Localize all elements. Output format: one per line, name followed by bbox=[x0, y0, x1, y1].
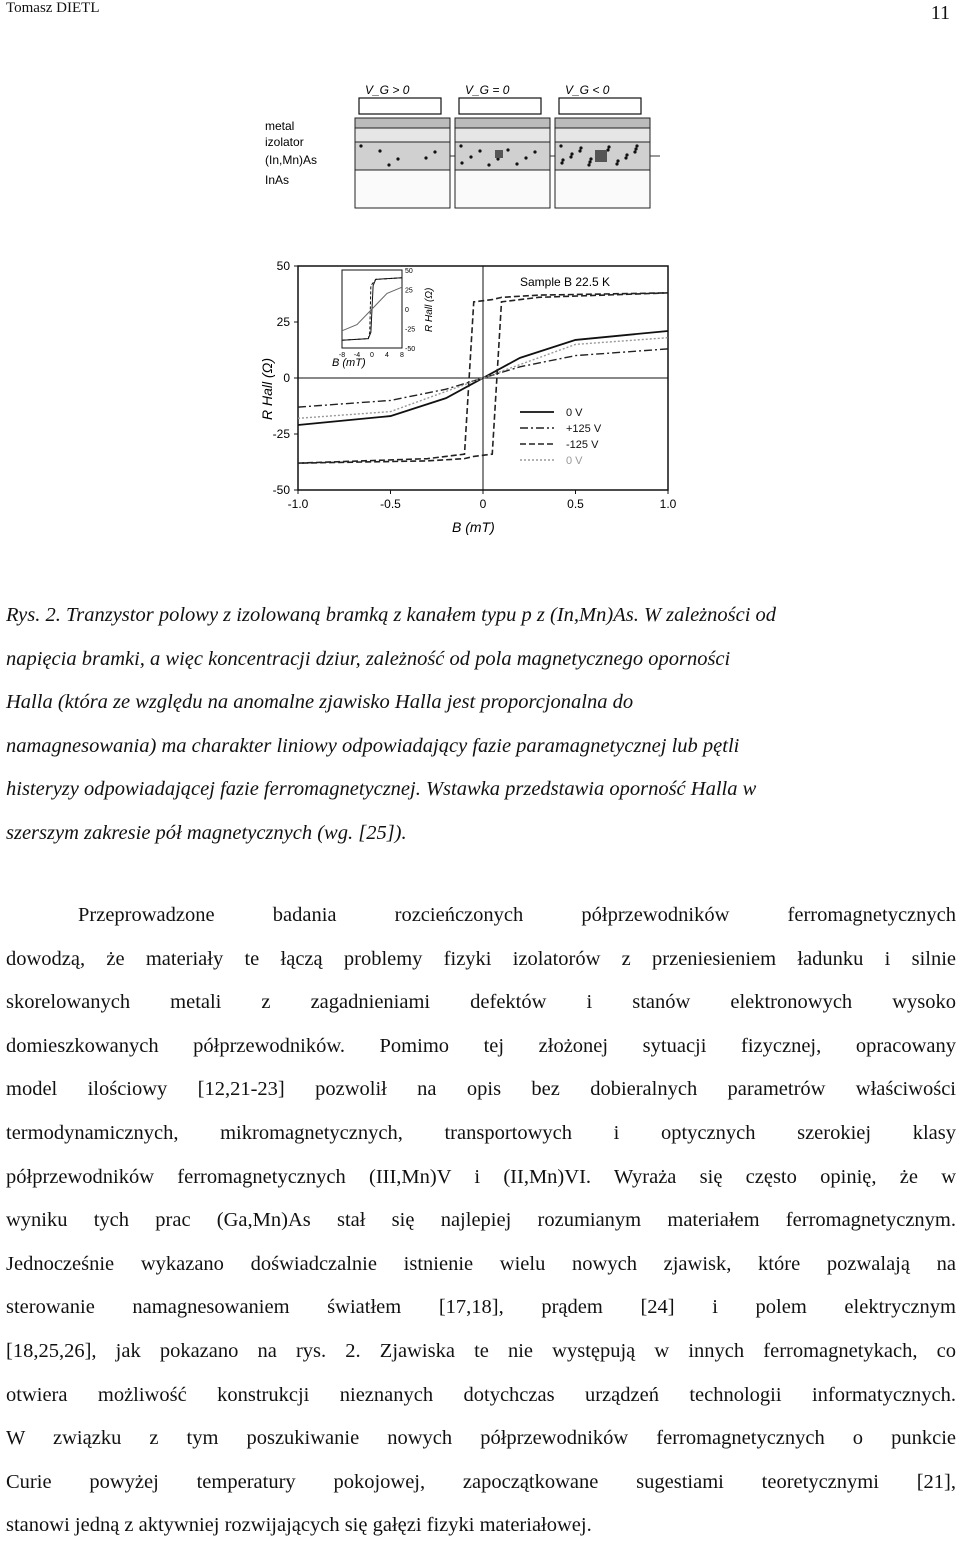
hole-dot bbox=[633, 150, 636, 153]
magnetic-ion bbox=[595, 150, 607, 162]
inas-layer bbox=[555, 170, 650, 208]
x-tick-label: 1.0 bbox=[659, 497, 677, 511]
hole-dot bbox=[433, 150, 436, 153]
hole-dot bbox=[635, 144, 638, 147]
hole-dot bbox=[569, 155, 572, 158]
inset-x-tick-label: -4 bbox=[353, 352, 361, 359]
caption-line: Halla (która ze względu na anomalne zjawisko Halla jest proporcjonalna do bbox=[6, 691, 634, 714]
hole-dot bbox=[506, 148, 509, 151]
y-axis-label: R Hall (Ω) bbox=[259, 358, 275, 420]
y-tick-label: 0 bbox=[283, 371, 290, 385]
hole-dot bbox=[559, 144, 562, 147]
metal-layer bbox=[555, 118, 650, 128]
paragraph-line: skorelowanych metali z zagadnieniami defektów i stanów elektronowych wysoko bbox=[6, 991, 956, 1014]
hole-dot bbox=[396, 157, 399, 160]
inset-x-tick-label: -8 bbox=[338, 352, 346, 359]
insulator-layer bbox=[555, 128, 650, 142]
paragraph-line: dowodzą, że materiały te łączą problemy fizyki izolatorów z przeniesieniem ładunku i silnie bbox=[6, 947, 956, 970]
layer-label-inmnas: (In,Mn)As bbox=[265, 153, 318, 167]
hole-dot bbox=[469, 155, 472, 158]
inmnas-layer bbox=[355, 142, 450, 170]
paragraph-line: Jednocześnie wykazano doświadczalnie istnienie wielu nowych zjawisk, które pozwalają na bbox=[6, 1252, 956, 1275]
hole-dot bbox=[524, 156, 527, 159]
legend-label: 0 V bbox=[566, 455, 583, 467]
legend-label: -125 V bbox=[566, 439, 599, 451]
y-tick-label: -50 bbox=[272, 483, 290, 497]
paragraph-line: półprzewodników ferromagnetycznych (III,Mn)V i (II,Mn)VI. Wyraża się często opinię, że w bbox=[6, 1165, 956, 1188]
inset-y-tick-label: 50 bbox=[405, 268, 413, 275]
y-tick-label: 50 bbox=[276, 259, 290, 273]
inset-y-axis-label: R Hall (Ω) bbox=[424, 287, 435, 332]
hole-dot bbox=[625, 153, 628, 156]
hole-dot bbox=[615, 162, 618, 165]
hole-dot bbox=[588, 160, 591, 163]
chart-annotation: Sample B 22.5 K bbox=[520, 275, 611, 289]
hole-dot bbox=[624, 156, 627, 159]
gate-voltage-label: V_G = 0 bbox=[465, 83, 510, 97]
paragraph-line: [18,25,26], jak pokazano na rys. 2. Zjawiska te nie występują w innych ferromagnetykach, co bbox=[6, 1339, 956, 1362]
caption-line: namagnesowania) ma charakter liniowy odpowiadający fazie paramagnetycznej lub pętli bbox=[6, 734, 740, 757]
schematic bbox=[265, 83, 660, 208]
hall-plot bbox=[273, 259, 677, 511]
layer-label-metal: metal bbox=[265, 119, 295, 133]
hole-dot bbox=[616, 159, 619, 162]
hole-dot bbox=[387, 163, 390, 166]
legend-label: 0 V bbox=[566, 407, 583, 419]
gate-label-box bbox=[359, 98, 441, 114]
hole-dot bbox=[533, 150, 536, 153]
paragraph-line: Przeprowadzone badania rozcieńczonych półprzewodników ferromagnetycznych bbox=[78, 904, 956, 926]
inset-y-tick-label: -25 bbox=[405, 326, 416, 334]
y-tick-label: -25 bbox=[272, 427, 290, 441]
hole-dot bbox=[589, 157, 592, 160]
insulator-layer bbox=[355, 128, 450, 142]
caption-line: histeryzy odpowiadającej fazie ferromagnetycznej. Wstawka przedstawia oporność Halla w bbox=[6, 778, 757, 801]
hole-dot bbox=[460, 161, 463, 164]
gate-label-box bbox=[559, 98, 641, 114]
hole-dot bbox=[579, 146, 582, 149]
body-paragraph bbox=[6, 894, 956, 1548]
y-tick-label: 25 bbox=[276, 315, 290, 329]
metal-layer bbox=[355, 118, 450, 128]
hole-dot bbox=[570, 152, 573, 155]
hole-dot bbox=[487, 163, 490, 166]
paragraph-line: termodynamicznych, mikromagnetycznych, transportowych i optycznych szerokiej klasy bbox=[6, 1121, 956, 1144]
paragraph-line: domieszkowanych półprzewodników. Pomimo tej złożonej sytuacji fizycznej, opracowany bbox=[6, 1034, 956, 1057]
paragraph-line: stanowi jedną z aktywniej rozwijających się gałęzi fizyki materiałowej. bbox=[6, 1514, 592, 1537]
gate-label-box bbox=[459, 98, 541, 114]
paragraph-line: wyniku tych prac (Ga,Mn)As stał się najlepiej rozumianym materiałem ferromagnetycznym. bbox=[6, 1209, 956, 1232]
x-tick-label: -1.0 bbox=[287, 497, 309, 511]
x-axis-label: B (mT) bbox=[452, 519, 495, 535]
hole-dot bbox=[607, 145, 610, 148]
page-number: 11 bbox=[930, 2, 950, 24]
caption-line: Rys. 2. Tranzystor polowy z izolowaną bramką z kanałem typu p z (In,Mn)As. W zależności od bbox=[6, 604, 777, 626]
hole-dot bbox=[561, 158, 564, 161]
x-tick-label: 0 bbox=[479, 497, 487, 511]
paragraph-line: otwiera możliwość konstrukcji nieznanych dotychczas urządzeń technologii informatycznych. bbox=[6, 1383, 956, 1406]
paragraph-line: Curie powyżej temperatury pokojowej, zapoczątkowane sugestiami teoretycznymi [21], bbox=[6, 1470, 956, 1493]
paragraph-line: model ilościowy [12,21-23] pozwolił na opis bez dobieralnych parametrów właściwości bbox=[6, 1078, 956, 1101]
inset-x-tick-label: 4 bbox=[385, 352, 389, 359]
inset-x-axis-label: B (mT) bbox=[332, 357, 366, 369]
caption-line: napięcia bramki, a więc koncentracji dziur, zależność od pola magnetycznego oporności bbox=[6, 647, 731, 670]
inset-x-tick-label: 0 bbox=[370, 352, 374, 359]
hole-dot bbox=[578, 149, 581, 152]
device-stack-group bbox=[355, 83, 660, 208]
hole-dot bbox=[459, 144, 462, 147]
insulator-layer bbox=[455, 128, 550, 142]
hole-dot bbox=[359, 144, 362, 147]
hole-dot bbox=[378, 149, 381, 152]
inas-layer bbox=[455, 170, 550, 208]
hole-dot bbox=[424, 156, 427, 159]
layer-label-insulator: izolator bbox=[265, 135, 304, 149]
hole-dot bbox=[560, 161, 563, 164]
hole-dot bbox=[634, 147, 637, 150]
inset-y-tick-label: 0 bbox=[405, 307, 409, 314]
x-tick-label: -0.5 bbox=[380, 497, 401, 511]
caption-line: szerszym zakresie pół magnetycznych (wg. [25]). bbox=[6, 821, 407, 844]
hole-dot bbox=[478, 149, 481, 152]
hole-dot bbox=[587, 163, 590, 166]
gate-voltage-label: V_G > 0 bbox=[365, 83, 410, 97]
layer-label-inas: InAs bbox=[265, 173, 290, 187]
gate-voltage-label: V_G < 0 bbox=[565, 83, 610, 97]
x-tick-label: 0.5 bbox=[567, 497, 584, 511]
magnetic-ion bbox=[495, 150, 503, 158]
figure bbox=[220, 70, 740, 540]
figure-caption bbox=[6, 594, 956, 856]
legend-label: +125 V bbox=[566, 423, 602, 435]
inset-x-tick-label: 8 bbox=[400, 352, 404, 359]
inset-y-tick-label: -50 bbox=[405, 346, 416, 353]
hole-dot bbox=[515, 162, 518, 165]
paragraph-line: sterowanie namagnesowaniem światłem [17,18], prądem [24] i polem elektrycznym bbox=[6, 1296, 956, 1319]
metal-layer bbox=[455, 118, 550, 128]
paragraph-line: W związku z tym poszukiwanie nowych półprzewodników ferromagnetycznych o punkcie bbox=[6, 1427, 956, 1450]
inas-layer bbox=[355, 170, 450, 208]
running-header-author: Tomasz DIETL bbox=[6, 0, 100, 16]
inset-y-tick-label: 25 bbox=[405, 287, 413, 295]
